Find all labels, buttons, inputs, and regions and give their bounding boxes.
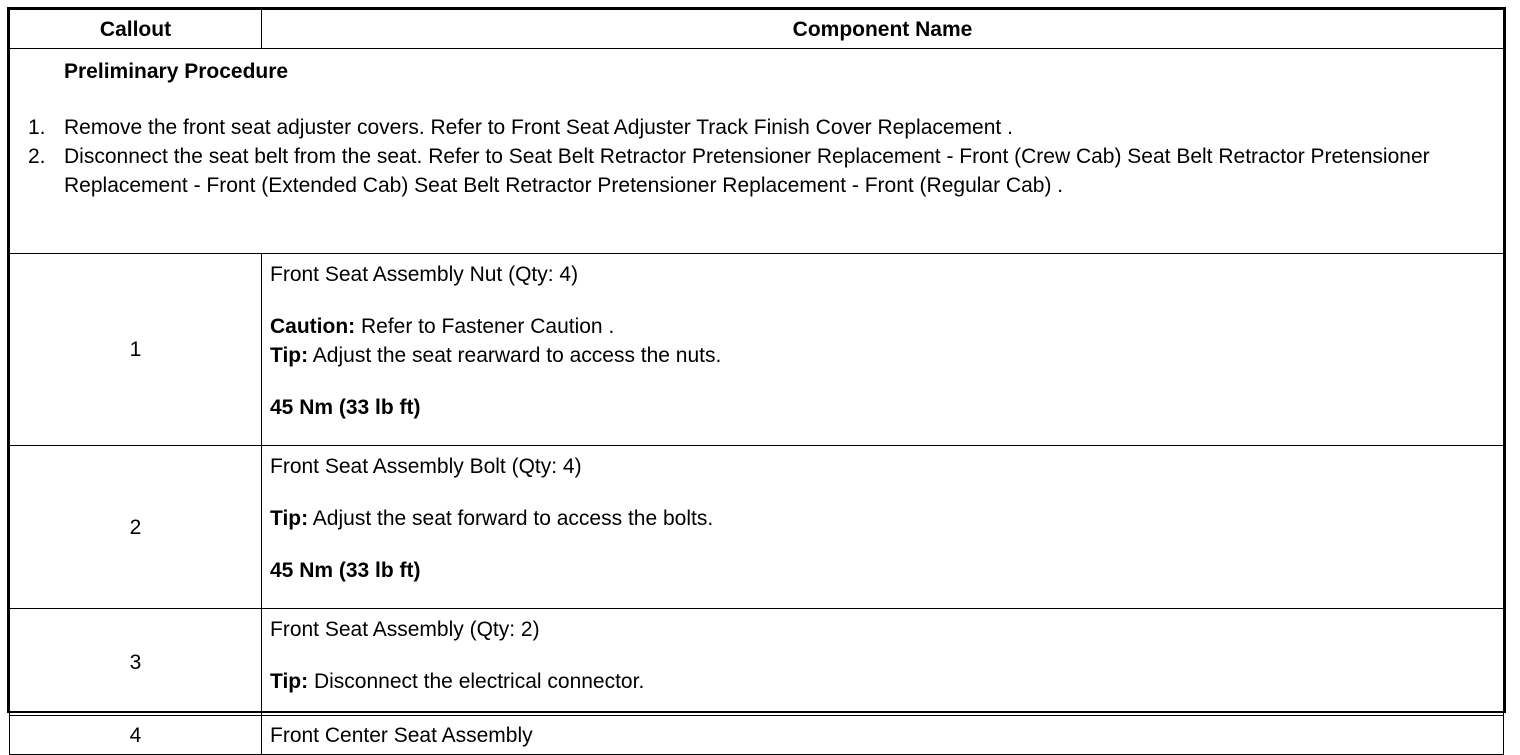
preliminary-step (18, 142, 1491, 200)
table-row (10, 254, 1504, 446)
callout-cell: 3 (10, 609, 262, 716)
tip-text: Disconnect the electrical connector. (308, 670, 645, 693)
torque-spec (270, 556, 1495, 585)
tip-label: Tip: (270, 344, 309, 367)
procedure-table (9, 9, 1504, 755)
component-name: Front Center Seat Assembly (270, 723, 533, 747)
callout-header: Callout (10, 10, 262, 49)
callout-cell: 4 (10, 716, 262, 755)
caution-note (270, 312, 1495, 341)
torque-spec (270, 393, 1495, 422)
tip-text: Adjust the seat forward to access the bolts. (308, 507, 714, 530)
component-name: Front Seat Assembly Nut (Qty: 4) (270, 263, 579, 286)
step-text: Remove the front seat adjuster covers. Refer to Front Seat Adjuster Track Finish Cover Replacement . (64, 116, 1013, 139)
torque-value: 45 Nm (33 lb ft) (270, 559, 421, 582)
torque-value: 45 Nm (33 lb ft) (270, 396, 421, 419)
component-cell (262, 716, 1504, 755)
table-row (10, 716, 1504, 755)
table-header-row (10, 10, 1504, 49)
component-name: Front Seat Assembly (Qty: 2) (270, 618, 540, 641)
tip-label: Tip: (270, 670, 309, 693)
tip-note (270, 504, 1495, 533)
preliminary-steps-list (18, 113, 1491, 200)
step-text: Disconnect the seat belt from the seat. Refer to Seat Belt Retractor Pretensioner Replacement - Front (Crew Cab) Seat Belt Retractor Pretensioner Replacement - Front (Extended Cab) Seat Belt Retractor Pretensioner Replacement - Front (Regular Cab) . (64, 145, 1430, 197)
table-row (10, 446, 1504, 609)
step-number: 2. (28, 145, 46, 168)
step-number: 1. (28, 116, 46, 139)
callout-cell: 2 (10, 446, 262, 609)
table-row (10, 609, 1504, 716)
tip-label: Tip: (270, 507, 309, 530)
preliminary-procedure-cell (10, 49, 1504, 254)
procedure-table-frame (7, 7, 1506, 747)
component-cell (262, 254, 1504, 446)
component-name-header: Component Name (262, 10, 1504, 49)
caution-label: Caution: (270, 315, 356, 338)
preliminary-procedure-title: Preliminary Procedure (64, 60, 289, 83)
tip-text: Adjust the seat rearward to access the nuts. (308, 344, 722, 367)
tip-note (270, 341, 1495, 370)
preliminary-procedure-row (10, 49, 1504, 254)
component-cell (262, 446, 1504, 609)
callout-cell: 1 (10, 254, 262, 446)
tip-note (270, 667, 1495, 696)
caution-text: Refer to Fastener Caution . (355, 315, 615, 338)
component-name: Front Seat Assembly Bolt (Qty: 4) (270, 455, 582, 478)
component-cell (262, 609, 1504, 716)
preliminary-step (18, 113, 1491, 142)
